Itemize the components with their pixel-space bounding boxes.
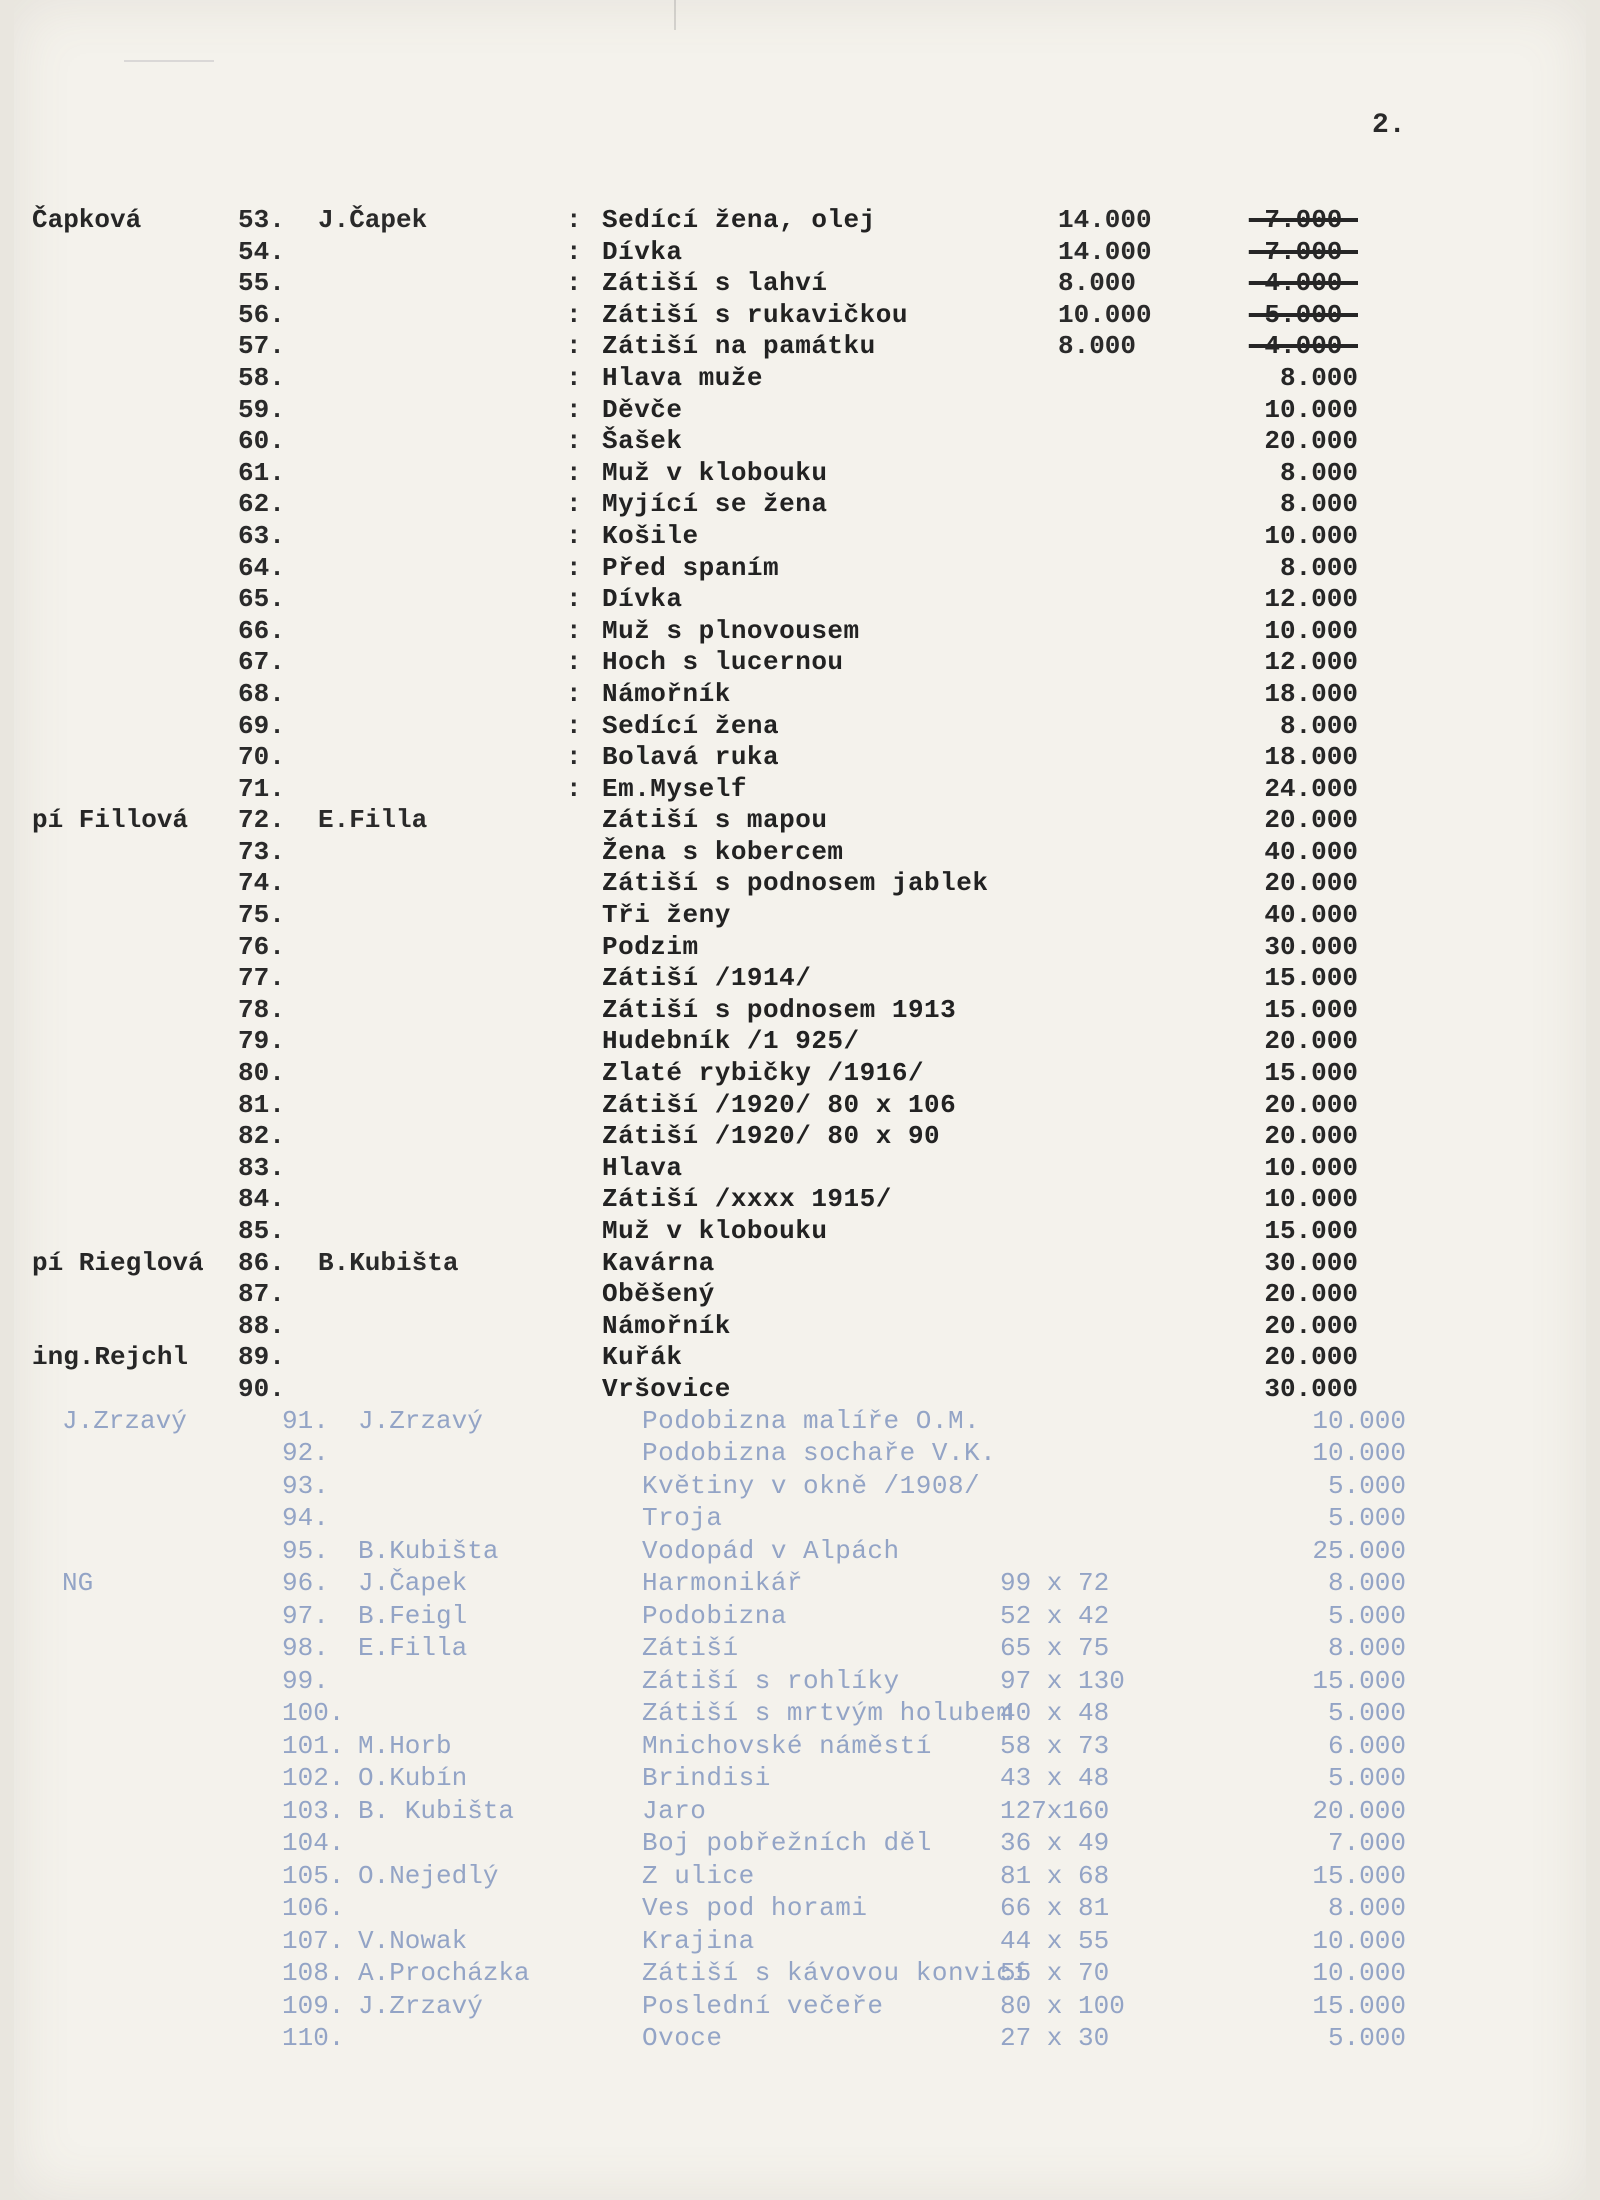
artwork-title: Podobizna <box>642 1600 787 1631</box>
list-item-carbon <box>0 1926 1600 1959</box>
separator-colon: : <box>566 584 582 615</box>
artwork-title: Em.Myself <box>602 773 747 804</box>
artwork-title: Bolavá ruka <box>602 742 780 773</box>
separator-colon: : <box>566 742 582 773</box>
item-number: 99. <box>282 1665 329 1696</box>
item-number: 73. <box>238 836 285 867</box>
price-value: 10.000 <box>1312 1925 1406 1956</box>
price-value: 20.000 <box>1264 1342 1358 1373</box>
artist-name: J.Čapek <box>318 205 428 235</box>
list-item <box>0 1058 1600 1090</box>
price-value: 8.000 <box>1327 1633 1406 1664</box>
separator-colon: : <box>566 647 582 678</box>
artwork-dimensions: 36 x 49 <box>1000 1828 1110 1859</box>
artwork-dimensions: 58 x 73 <box>1000 1730 1110 1761</box>
price-value: 8.000 <box>1327 1893 1406 1924</box>
artwork-title: Muž v klobouku <box>602 1216 828 1246</box>
price-value: 12.000 <box>1264 584 1358 615</box>
list-item <box>0 1342 1600 1374</box>
list-item-carbon <box>0 1633 1600 1666</box>
owner-name: pí Fillová <box>32 805 189 836</box>
paper-smudge <box>124 60 214 74</box>
item-number: 108. <box>282 1958 345 1989</box>
item-number: 55. <box>238 268 285 299</box>
item-number: 83. <box>238 1152 285 1183</box>
separator-colon: : <box>566 268 582 299</box>
item-number: 56. <box>238 299 285 330</box>
list-item <box>0 268 1600 300</box>
list-item-carbon <box>0 1666 1600 1699</box>
artwork-dimensions: 40 x 48 <box>1000 1698 1110 1729</box>
price-value: 40.000 <box>1264 836 1358 867</box>
item-number: 58. <box>238 362 285 393</box>
item-number: 60. <box>238 426 285 457</box>
list-item <box>0 426 1600 458</box>
artist-name: B.Kubišta <box>358 1535 499 1566</box>
list-item <box>0 489 1600 521</box>
price-value: 20.000 <box>1264 868 1358 899</box>
item-number: 62. <box>238 489 285 520</box>
price-value: 15.000 <box>1312 1860 1406 1891</box>
item-number: 90. <box>238 1373 285 1404</box>
list-item <box>0 774 1600 806</box>
artist-name: B.Feigl <box>358 1600 468 1631</box>
separator-colon: : <box>566 489 582 520</box>
artwork-dimensions: 55 x 70 <box>1000 1958 1110 1989</box>
artist-name: V.Nowak <box>358 1925 468 1956</box>
price-value: 15.000 <box>1312 1665 1406 1696</box>
owner-name: ing.Rejchl <box>32 1342 189 1373</box>
item-number: 104. <box>282 1828 345 1859</box>
separator-colon: : <box>566 394 582 425</box>
price-original: 10.000 <box>1058 299 1152 330</box>
artwork-title: Zátiší na památku <box>602 331 876 362</box>
list-item <box>0 647 1600 679</box>
list-item <box>0 679 1600 711</box>
list-item-carbon <box>0 1536 1600 1569</box>
artwork-title: Hlava muže <box>602 362 764 393</box>
price-original: 8.000 <box>1058 331 1137 362</box>
item-number: 67. <box>238 647 285 678</box>
list-item <box>0 742 1600 774</box>
list-item-carbon <box>0 1828 1600 1861</box>
artwork-title: Zátiší s kávovou konvicí <box>642 1958 1029 1989</box>
item-number: 81. <box>238 1089 285 1120</box>
separator-colon: : <box>566 362 582 393</box>
artwork-title: Zátiší /1920/ 80 x 90 <box>602 1121 941 1152</box>
list-item <box>0 1311 1600 1343</box>
price-value: 15.000 <box>1312 1990 1406 2021</box>
artwork-title: Námořník <box>602 1310 731 1341</box>
item-number: 75. <box>238 900 285 931</box>
artist-name: E.Filla <box>358 1633 468 1664</box>
artist-name: O.Nejedlý <box>358 1860 499 1891</box>
price-value: 8.000 <box>1279 362 1358 393</box>
item-number: 102. <box>282 1763 345 1794</box>
list-item <box>0 363 1600 395</box>
artwork-title: Z ulice <box>642 1860 755 1891</box>
price-value: 15.000 <box>1264 963 1358 994</box>
artwork-title: Zlaté rybičky /1916/ <box>602 1058 925 1089</box>
artwork-title: Zátiší /1914/ <box>602 963 812 994</box>
item-number: 96. <box>282 1568 329 1599</box>
list-item <box>0 1248 1600 1280</box>
item-number: 69. <box>238 710 285 741</box>
item-number: 92. <box>282 1438 329 1469</box>
artwork-title: Kuřák <box>602 1342 683 1373</box>
list-item-carbon <box>0 1438 1600 1471</box>
artwork-dimensions: 44 x 55 <box>1000 1925 1110 1956</box>
list-item <box>0 300 1600 332</box>
artwork-title: Hlava <box>602 1152 683 1183</box>
artwork-title: Šašek <box>602 426 683 457</box>
list-item <box>0 205 1600 237</box>
price-value: 20.000 <box>1264 1279 1358 1310</box>
price-value: 5.000 <box>1327 1470 1406 1501</box>
item-number: 88. <box>238 1310 285 1341</box>
item-number: 68. <box>238 678 285 709</box>
item-number: 66. <box>238 615 285 646</box>
list-item <box>0 868 1600 900</box>
list-item-carbon <box>0 1796 1600 1829</box>
price-value: 20.000 <box>1264 1310 1358 1341</box>
artwork-title: Dívka <box>602 236 683 267</box>
item-number: 78. <box>238 994 285 1025</box>
list-item-carbon <box>0 1503 1600 1536</box>
artwork-title: Zátiší <box>642 1633 739 1664</box>
price-value: 15.000 <box>1264 1216 1358 1246</box>
item-number: 105. <box>282 1860 345 1891</box>
owner-name: J.Zrzavý <box>62 1405 187 1436</box>
list-item-carbon <box>0 1731 1600 1764</box>
artist-name: E.Filla <box>318 805 428 836</box>
price-value: -7.000- <box>1248 236 1358 267</box>
artwork-title: Před spaním <box>602 552 780 583</box>
item-number: 53. <box>238 205 285 235</box>
separator-colon: : <box>566 331 582 362</box>
price-original: 14.000 <box>1058 236 1152 267</box>
artwork-title: Zátiší s podnosem jablek <box>602 868 989 899</box>
item-number: 82. <box>238 1121 285 1152</box>
owner-name: pí Rieglová <box>32 1247 204 1278</box>
price-value: 8.000 <box>1279 552 1358 583</box>
page-number: 2. <box>1372 110 1406 141</box>
price-value: 20.000 <box>1312 1795 1406 1826</box>
list-item <box>0 521 1600 553</box>
price-value: 5.000 <box>1327 2023 1406 2054</box>
item-number: 89. <box>238 1342 285 1373</box>
price-value: 10.000 <box>1264 520 1358 551</box>
separator-colon: : <box>566 236 582 267</box>
price-value: 8.000 <box>1327 1568 1406 1599</box>
artwork-title: Myjící se žena <box>602 489 828 520</box>
item-number: 86. <box>238 1247 285 1278</box>
artwork-title: Krajina <box>642 1925 755 1956</box>
artwork-title: Muž v klobouku <box>602 457 828 488</box>
item-number: 64. <box>238 552 285 583</box>
separator-colon: : <box>566 520 582 551</box>
artwork-dimensions: 66 x 81 <box>1000 1893 1110 1924</box>
item-number: 72. <box>238 805 285 836</box>
list-item-carbon <box>0 1568 1600 1601</box>
artist-name: J.Zrzavý <box>358 1405 483 1436</box>
price-value: 5.000 <box>1327 1503 1406 1534</box>
artwork-title: Jaro <box>642 1795 707 1826</box>
list-item-carbon <box>0 1601 1600 1634</box>
price-value: 15.000 <box>1264 994 1358 1025</box>
artwork-dimensions: 80 x 100 <box>1000 1990 1125 2021</box>
price-original: 14.000 <box>1058 205 1152 235</box>
list-item-carbon <box>0 1763 1600 1796</box>
price-value: 10.000 <box>1264 394 1358 425</box>
artwork-title: Mnichovské náměstí <box>642 1730 932 1761</box>
price-value: 15.000 <box>1264 1058 1358 1089</box>
price-value: 30.000 <box>1264 1247 1358 1278</box>
item-number: 93. <box>282 1470 329 1501</box>
price-value: -4.000- <box>1248 268 1358 299</box>
artwork-title: Zátiší /1920/ 80 x 106 <box>602 1089 957 1120</box>
price-value: 20.000 <box>1264 1026 1358 1057</box>
item-number: 70. <box>238 742 285 773</box>
separator-colon: : <box>566 205 582 235</box>
price-value: 18.000 <box>1264 678 1358 709</box>
artwork-dimensions: 127x160 <box>1000 1795 1110 1826</box>
artwork-title: Zátiší s mrtvým holubem <box>642 1698 1013 1729</box>
artwork-dimensions: 99 x 72 <box>1000 1568 1110 1599</box>
price-original: 8.000 <box>1058 268 1137 299</box>
price-value: 12.000 <box>1264 647 1358 678</box>
artwork-dimensions: 52 x 42 <box>1000 1600 1110 1631</box>
artwork-title: Podzim <box>602 931 699 962</box>
artwork-title: Děvče <box>602 394 683 425</box>
price-value: 25.000 <box>1312 1535 1406 1566</box>
artist-name: J.Zrzavý <box>358 1990 483 2021</box>
artwork-title: Poslední večeře <box>642 1990 884 2021</box>
artwork-title: Ves pod horami <box>642 1893 868 1924</box>
item-number: 98. <box>282 1633 329 1664</box>
artwork-title: Košile <box>602 520 699 551</box>
separator-colon: : <box>566 457 582 488</box>
price-value: -4.000- <box>1248 331 1358 362</box>
price-value: 10.000 <box>1264 1184 1358 1215</box>
price-value: 20.000 <box>1264 426 1358 457</box>
list-item <box>0 553 1600 585</box>
list-item-carbon <box>0 1991 1600 2024</box>
price-value: 10.000 <box>1264 615 1358 646</box>
price-value: -5.000- <box>1248 299 1358 330</box>
list-item <box>0 711 1600 743</box>
price-value: 8.000 <box>1279 489 1358 520</box>
artwork-title: Námořník <box>602 678 731 709</box>
artwork-title: Podobizna sochaře V.K. <box>642 1438 997 1469</box>
list-item <box>0 837 1600 869</box>
artwork-title: Podobizna malíře O.M. <box>642 1405 981 1436</box>
artwork-title: Zátiší s lahví <box>602 268 828 299</box>
artwork-dimensions: 97 x 130 <box>1000 1665 1125 1696</box>
artist-name: J.Čapek <box>358 1568 468 1599</box>
list-item-carbon <box>0 1958 1600 1991</box>
item-number: 94. <box>282 1503 329 1534</box>
artwork-title: Ovoce <box>642 2023 723 2054</box>
separator-colon: : <box>566 552 582 583</box>
list-item <box>0 1374 1600 1406</box>
list-item <box>0 1026 1600 1058</box>
price-value: 20.000 <box>1264 1121 1358 1152</box>
artwork-title: Zátiší s podnosem 1913 <box>602 994 957 1025</box>
list-item-carbon <box>0 1471 1600 1504</box>
inventory-list <box>0 205 1600 2056</box>
separator-colon: : <box>566 426 582 457</box>
artwork-title: Harmonikář <box>642 1568 804 1599</box>
item-number: 76. <box>238 931 285 962</box>
item-number: 59. <box>238 394 285 425</box>
item-number: 85. <box>238 1216 285 1246</box>
price-value: -7.000- <box>1248 205 1358 235</box>
list-item <box>0 900 1600 932</box>
item-number: 57. <box>238 331 285 362</box>
separator-colon: : <box>566 710 582 741</box>
item-number: 65. <box>238 584 285 615</box>
artwork-title: Muž s plnovousem <box>602 615 860 646</box>
artwork-title: Vodopád v Alpách <box>642 1535 900 1566</box>
artist-name: B. Kubišta <box>358 1795 515 1826</box>
artwork-title: Sedící žena <box>602 710 780 741</box>
item-number: 77. <box>238 963 285 994</box>
item-number: 80. <box>238 1058 285 1089</box>
item-number: 79. <box>238 1026 285 1057</box>
price-value: 5.000 <box>1327 1763 1406 1794</box>
artwork-title: Květiny v okně /1908/ <box>642 1470 981 1501</box>
artist-name: M.Horb <box>358 1730 452 1761</box>
artwork-title: Žena s kobercem <box>602 836 844 867</box>
artwork-title: Vršovice <box>602 1373 731 1404</box>
item-number: 97. <box>282 1600 329 1631</box>
owner-name: Čapková <box>32 205 142 235</box>
item-number: 87. <box>238 1279 285 1310</box>
item-number: 106. <box>282 1893 345 1924</box>
item-number: 100. <box>282 1698 345 1729</box>
list-item <box>0 237 1600 269</box>
price-value: 5.000 <box>1327 1698 1406 1729</box>
item-number: 84. <box>238 1184 285 1215</box>
list-item <box>0 1216 1600 1248</box>
artwork-title: Zátiší s rukavičkou <box>602 299 908 330</box>
price-value: 40.000 <box>1264 900 1358 931</box>
artwork-dimensions: 81 x 68 <box>1000 1860 1110 1891</box>
item-number: 110. <box>282 2023 345 2054</box>
list-item <box>0 805 1600 837</box>
price-value: 8.000 <box>1279 710 1358 741</box>
artwork-title: Zátiší s mapou <box>602 805 828 836</box>
price-value: 20.000 <box>1264 805 1358 836</box>
item-number: 101. <box>282 1730 345 1761</box>
artwork-title: Dívka <box>602 584 683 615</box>
artwork-title: Boj pobřežních děl <box>642 1828 932 1859</box>
artist-name: B.Kubišta <box>318 1247 459 1278</box>
artist-name: O.Kubín <box>358 1763 468 1794</box>
artwork-title: Oběšený <box>602 1279 715 1310</box>
artwork-dimensions: 27 x 30 <box>1000 2023 1110 2054</box>
separator-colon: : <box>566 299 582 330</box>
price-value: 6.000 <box>1327 1730 1406 1761</box>
item-number: 103. <box>282 1795 345 1826</box>
item-number: 54. <box>238 236 285 267</box>
price-value: 18.000 <box>1264 742 1358 773</box>
item-number: 63. <box>238 520 285 551</box>
list-item <box>0 458 1600 490</box>
list-item <box>0 395 1600 427</box>
list-item-carbon <box>0 1861 1600 1894</box>
price-value: 24.000 <box>1264 773 1358 804</box>
artwork-title: Troja <box>642 1503 723 1534</box>
list-item <box>0 584 1600 616</box>
paper-crease <box>674 0 676 30</box>
artwork-title: Zátiší s rohlíky <box>642 1665 900 1696</box>
artwork-title: Tři ženy <box>602 900 731 931</box>
list-item <box>0 1153 1600 1185</box>
price-value: 10.000 <box>1312 1958 1406 1989</box>
item-number: 74. <box>238 868 285 899</box>
item-number: 61. <box>238 457 285 488</box>
artwork-dimensions: 43 x 48 <box>1000 1763 1110 1794</box>
separator-colon: : <box>566 615 582 646</box>
list-item <box>0 1090 1600 1122</box>
artwork-title: Sedící žena, olej <box>602 205 876 235</box>
artwork-title: Kavárna <box>602 1247 715 1278</box>
list-item <box>0 1279 1600 1311</box>
list-item <box>0 1121 1600 1153</box>
separator-colon: : <box>566 678 582 709</box>
artist-name: A.Procházka <box>358 1958 530 1989</box>
price-value: 10.000 <box>1312 1438 1406 1469</box>
price-value: 7.000 <box>1327 1828 1406 1859</box>
price-value: 10.000 <box>1312 1405 1406 1436</box>
artwork-dimensions: 65 x 75 <box>1000 1633 1110 1664</box>
item-number: 71. <box>238 773 285 804</box>
list-item-carbon <box>0 1893 1600 1926</box>
item-number: 109. <box>282 1990 345 2021</box>
price-value: 20.000 <box>1264 1089 1358 1120</box>
item-number: 95. <box>282 1535 329 1566</box>
list-item-carbon <box>0 1406 1600 1439</box>
price-value: 30.000 <box>1264 931 1358 962</box>
artwork-title: Hoch s lucernou <box>602 647 844 678</box>
list-item <box>0 963 1600 995</box>
owner-name: NG <box>62 1568 94 1599</box>
list-item-carbon <box>0 1698 1600 1731</box>
list-item <box>0 995 1600 1027</box>
artwork-title: Zátiší /xxxx 1915/ <box>602 1184 892 1215</box>
price-value: 10.000 <box>1264 1152 1358 1183</box>
list-item-carbon <box>0 2023 1600 2056</box>
price-value: 30.000 <box>1264 1373 1358 1404</box>
price-value: 8.000 <box>1279 457 1358 488</box>
list-item <box>0 331 1600 363</box>
item-number: 91. <box>282 1405 329 1436</box>
artwork-title: Hudebník /1 925/ <box>602 1026 860 1057</box>
artwork-title: Brindisi <box>642 1763 771 1794</box>
separator-colon: : <box>566 773 582 804</box>
item-number: 107. <box>282 1925 345 1956</box>
price-value: 5.000 <box>1327 1600 1406 1631</box>
list-item <box>0 932 1600 964</box>
list-item <box>0 616 1600 648</box>
list-item <box>0 1184 1600 1216</box>
